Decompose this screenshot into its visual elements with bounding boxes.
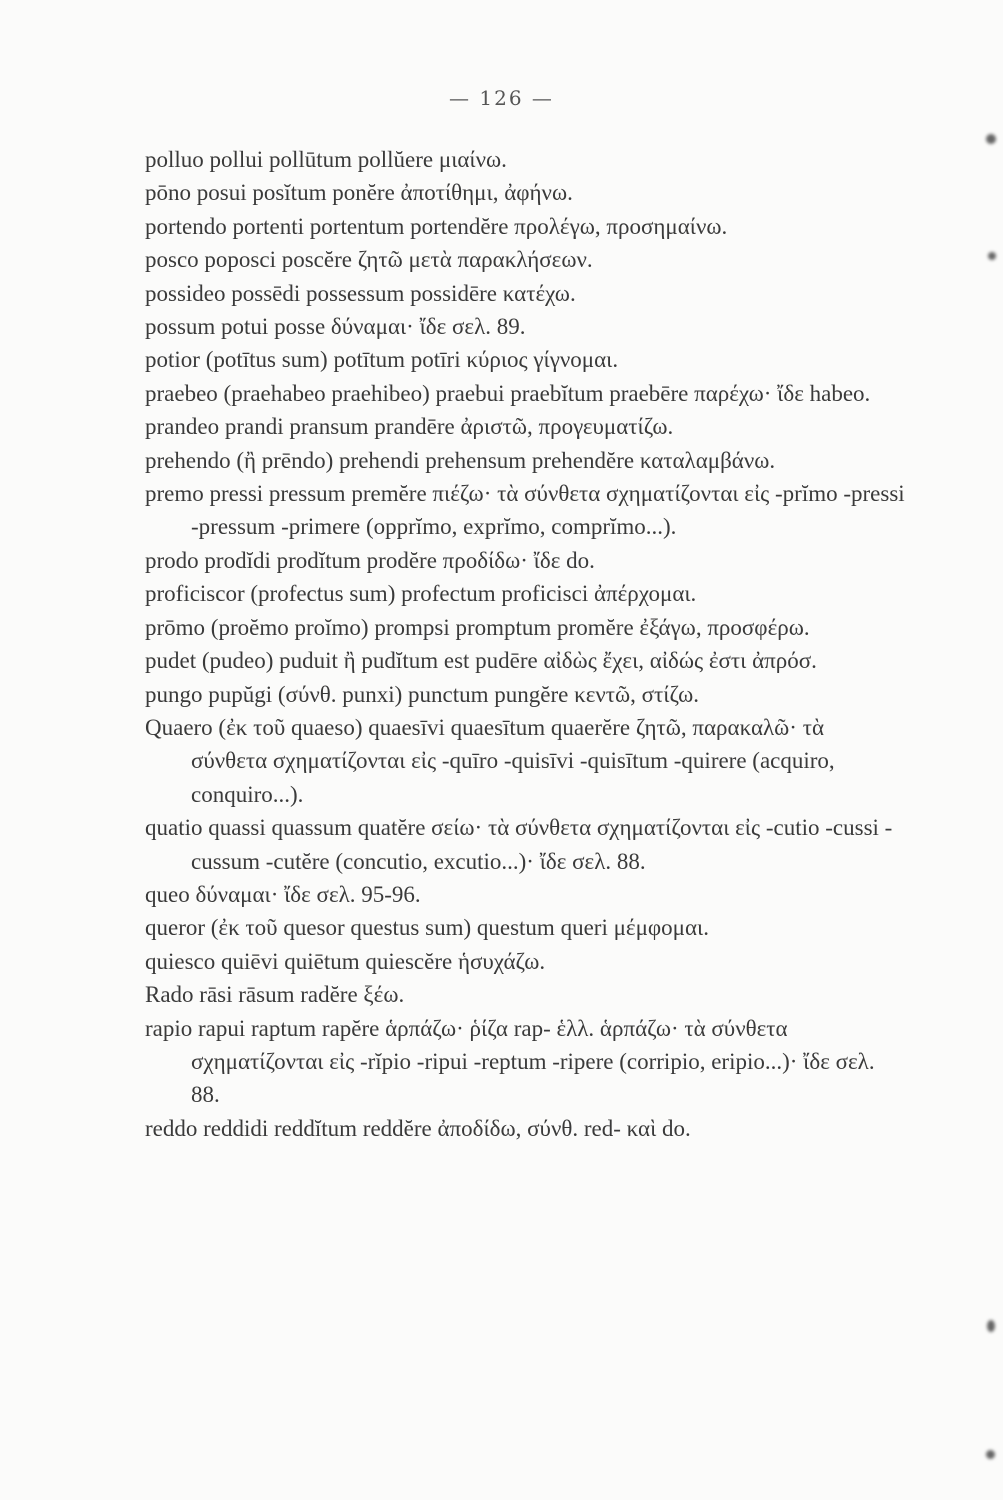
entry-pono: pōno posui posĭtum ponĕre ἀποτίθημι, ἀφήνω. xyxy=(145,180,573,206)
entry-possideo: possideo possēdi possessum possidēre κατέχω. xyxy=(145,280,576,306)
entry-reddo: reddo reddidi reddĭtum reddĕre ἀποδίδω, σύνθ. red- καὶ do. xyxy=(145,1115,691,1141)
entry-prandeo: prandeo prandi pransum prandēre ἀριστῶ, προγευματίζω. xyxy=(145,414,674,440)
entry-portendo: portendo portenti portentum portendĕre προλέγω, προσημαίνω. xyxy=(145,213,728,239)
entry-rado: Rado rāsi rāsum radĕre ξέω. xyxy=(145,982,405,1008)
scan-speck xyxy=(986,134,996,144)
dictionary-entries xyxy=(145,143,905,1145)
entry-queror: queror (ἐκ τοῦ quesor questus sum) questum queri μέμφομαι. xyxy=(145,915,709,941)
entry-rapio: rapio rapui raptum rapĕre ἁρπάζω· ῥίζα rap- ἑλλ. ἁρπάζω· τὰ σύνθετα σχηματίζονται εἰς -rĭpio -ripui -reptum -ripere (corripio, eripio...)· ἴδε σελ. 88. xyxy=(145,1015,875,1108)
entry-quiesco: quiesco quiēvi quiētum quiescĕre ἡσυχάζω. xyxy=(145,948,546,974)
scan-speck xyxy=(987,1320,995,1332)
entry-queo: queo δύναμαι· ἴδε σελ. 95-96. xyxy=(145,881,421,907)
entry-potior: potior (potītus sum) potītum potīri κύριος γίγνομαι. xyxy=(145,347,619,373)
entry-prodo: prodo prodĭdi prodĭtum prodĕre προδίδω· ἴδε do. xyxy=(145,547,595,573)
entry-polluo: polluo pollui pollūtum pollŭere μιαίνω. xyxy=(145,147,507,172)
entry-posco: posco poposci poscĕre ζητῶ μετὰ παρακλήσεων. xyxy=(145,247,593,273)
entry-promo: prōmo (proĕmo proĭmo) prompsi promptum promĕre ἐξάγω, προσφέρω. xyxy=(145,614,810,640)
entry-premo: premo pressi pressum premĕre πιέζω· τὰ σύνθετα σχηματίζονται εἰς -prĭmo -pressi -pressum -primere (opprĭmo, exprĭmo, comprĭmo...). xyxy=(145,481,905,540)
entry-possum: possum potui posse δύναμαι· ἴδε σελ. 89. xyxy=(145,314,526,340)
entry-pungo: pungo pupŭgi (σύνθ. punxi) punctum pungĕre κεντῶ, στίζω. xyxy=(145,681,700,707)
page-number: — 126 — xyxy=(449,86,554,110)
entry-quatio: quatio quassi quassum quatĕre σείω· τὰ σύνθετα σχηματίζονται εἰς -cutio -cussi -cussum -cutĕre (concutio, excutio...)· ἴδε σελ. 88. xyxy=(145,815,893,874)
scan-speck xyxy=(986,1450,995,1459)
entry-pudet: pudet (pudeo) puduit ἢ pudĭtum est pudēre αἰδὼς ἔχει, αἰδώς ἐστι ἀπρόσ. xyxy=(145,648,817,674)
entry-prehendo: prehendo (ἢ prēndo) prehendi prehensum prehendĕre καταλαμβάνω. xyxy=(145,447,776,473)
entry-proficiscor: proficiscor (profectus sum) profectum proficisci ἀπέρχομαι. xyxy=(145,581,697,607)
entry-quaero: Quaero (ἐκ τοῦ quaeso) quaesīvi quaesītum quaerĕre ζητῶ, παρακαλῶ· τὰ σύνθετα σχηματίζονται εἰς -quīro -quisīvi -quisītum -quirere (acquiro, conquiro...). xyxy=(145,714,835,807)
entry-praebeo: praebeo (praehabeo praehibeo) praebui praebĭtum praebēre παρέχω· ἴδε habeo. xyxy=(145,380,871,406)
scan-speck xyxy=(988,252,996,260)
